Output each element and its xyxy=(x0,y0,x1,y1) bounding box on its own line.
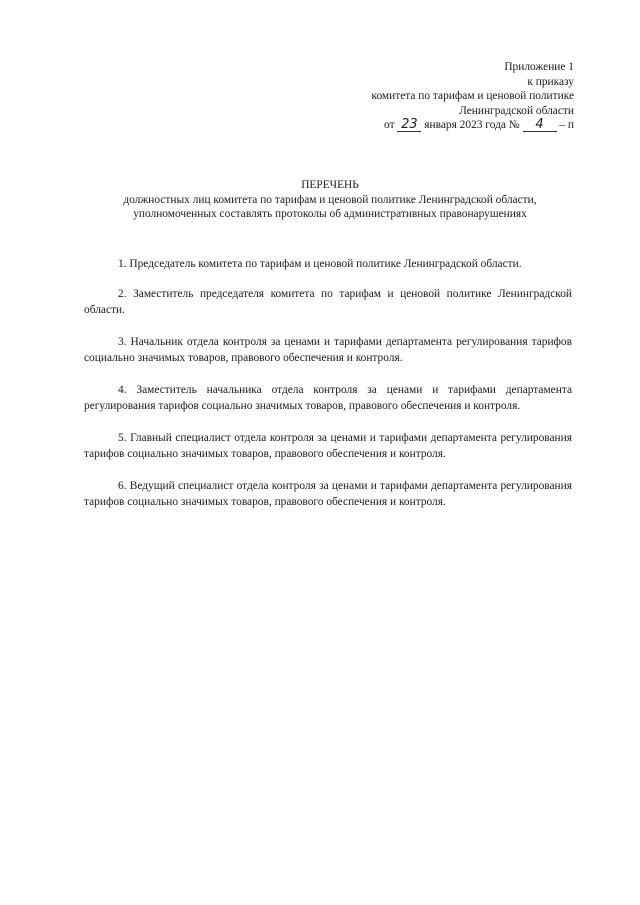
document-title xyxy=(80,178,580,222)
list-item: 3. Начальник отдела контроля за ценами и тарифами департамента регулирования тарифов социально значимых товаров, правового обеспечения и контроля. xyxy=(84,336,572,364)
number-suffix: – п xyxy=(559,119,574,131)
handwritten-number: 4 xyxy=(523,119,557,132)
handwritten-day: 23 xyxy=(397,119,421,132)
committee-name: комитета по тарифам и ценовой политике xyxy=(371,90,574,102)
appendix-header xyxy=(254,60,574,133)
date-prefix: от xyxy=(384,119,395,131)
list-item: 6. Ведущий специалист отдела контроля за ценами и тарифами департамента регулирования тарифов социально значимых товаров, правового обеспечения и контроля. xyxy=(84,480,572,508)
title-heading: ПЕРЕЧЕНЬ xyxy=(301,179,359,191)
title-line-1: должностных лиц комитета по тарифам и ценовой политике Ленинградской области, xyxy=(123,193,537,206)
title-line-2: уполномоченных составлять протоколы об административных правонарушениях xyxy=(133,208,527,220)
list-item: 5. Главный специалист отдела контроля за ценами и тарифами департамента регулирования тарифов социально значимых товаров, правового обеспечения и контроля. xyxy=(84,432,572,460)
list-item: 4. Заместитель начальника отдела контроля за ценами и тарифами департамента регулирования тарифов социально значимых товаров, правового обеспечения и контроля. xyxy=(84,384,572,412)
officials-list xyxy=(84,256,572,526)
order-date-line xyxy=(254,118,574,133)
list-item: 2. Заместитель председателя комитета по тарифам и ценовой политике Ленинградской области. xyxy=(84,288,572,316)
appendix-label: Приложение 1 xyxy=(504,61,574,73)
region-name: Ленинградской области xyxy=(459,104,574,117)
date-month-year: января 2023 года № xyxy=(424,119,520,131)
order-reference: к приказу xyxy=(527,75,574,88)
list-item: 1. Председатель комитета по тарифам и ценовой политике Ленинградской области. xyxy=(118,258,522,270)
